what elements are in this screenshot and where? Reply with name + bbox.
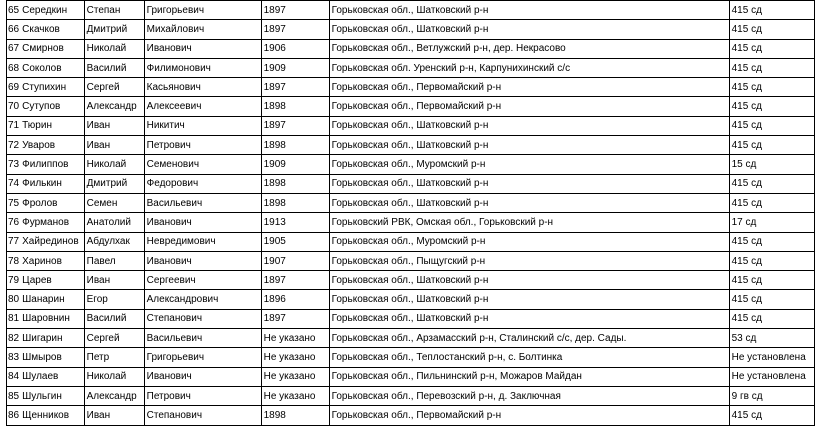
birthplace-cell: Горьковская обл., Ветлужский р-н, дер. Некрасово <box>329 39 729 58</box>
row-number-cell: 84 <box>7 367 21 386</box>
birth-year-cell: Не указано <box>261 386 329 405</box>
first-name-cell: Василий <box>84 58 144 77</box>
patronymic-cell: Иванович <box>144 251 261 270</box>
birthplace-cell: Горьковская обл., Пильнинский р-н, Можаров Майдан <box>329 367 729 386</box>
first-name-cell: Иван <box>84 136 144 155</box>
military-unit-cell: 9 гв сд <box>729 386 814 405</box>
surname-cell: Соколов <box>20 58 84 77</box>
table-row <box>7 155 815 174</box>
first-name-cell: Николай <box>84 367 144 386</box>
row-number-cell: 81 <box>7 309 21 328</box>
surname-cell: Шаровнин <box>20 309 84 328</box>
row-number-cell: 69 <box>7 78 21 97</box>
patronymic-cell: Васильевич <box>144 329 261 348</box>
birth-year-cell: Не указано <box>261 348 329 367</box>
first-name-cell: Иван <box>84 271 144 290</box>
first-name-cell: Павел <box>84 251 144 270</box>
table-row <box>7 213 815 232</box>
birthplace-cell: Горьковская обл., Первомайский р-н <box>329 78 729 97</box>
surname-cell: Смирнов <box>20 39 84 58</box>
row-number-cell: 72 <box>7 136 21 155</box>
table-row <box>7 174 815 193</box>
first-name-cell: Николай <box>84 155 144 174</box>
table-row <box>7 1 815 20</box>
patronymic-cell: Сергеевич <box>144 271 261 290</box>
first-name-cell: Николай <box>84 39 144 58</box>
first-name-cell: Егор <box>84 290 144 309</box>
row-number-cell: 73 <box>7 155 21 174</box>
first-name-cell: Дмитрий <box>84 20 144 39</box>
patronymic-cell: Петрович <box>144 386 261 405</box>
first-name-cell: Сергей <box>84 329 144 348</box>
patronymic-cell: Григорьевич <box>144 348 261 367</box>
birthplace-cell: Горьковская обл., Муромский р-н <box>329 232 729 251</box>
birth-year-cell: 1907 <box>261 251 329 270</box>
roster-table <box>6 0 815 426</box>
birthplace-cell: Горьковский РВК, Омская обл., Горьковский р-н <box>329 213 729 232</box>
row-number-cell: 66 <box>7 20 21 39</box>
birth-year-cell: 1909 <box>261 155 329 174</box>
birthplace-cell: Горьковская обл., Шатковский р-н <box>329 116 729 135</box>
row-number-cell: 80 <box>7 290 21 309</box>
row-number-cell: 71 <box>7 116 21 135</box>
birthplace-cell: Горьковская обл., Шатковский р-н <box>329 1 729 20</box>
table-row <box>7 20 815 39</box>
surname-cell: Шанарин <box>20 290 84 309</box>
patronymic-cell: Федорович <box>144 174 261 193</box>
birthplace-cell: Горьковская обл., Муромский р-н <box>329 155 729 174</box>
patronymic-cell: Степанович <box>144 406 261 425</box>
military-unit-cell: 415 сд <box>729 271 814 290</box>
table-row <box>7 406 815 425</box>
birth-year-cell: 1898 <box>261 193 329 212</box>
birthplace-cell: Горьковская обл., Арзамасский р-н, Сталинский с/с, дер. Сады. <box>329 329 729 348</box>
birth-year-cell: 1897 <box>261 309 329 328</box>
row-number-cell: 75 <box>7 193 21 212</box>
birthplace-cell: Горьковская обл., Первомайский р-н <box>329 97 729 116</box>
table-row <box>7 309 815 328</box>
military-unit-cell: 415 сд <box>729 193 814 212</box>
first-name-cell: Александр <box>84 386 144 405</box>
table-row <box>7 232 815 251</box>
row-number-cell: 68 <box>7 58 21 77</box>
first-name-cell: Иван <box>84 406 144 425</box>
first-name-cell: Василий <box>84 309 144 328</box>
surname-cell: Тюрин <box>20 116 84 135</box>
row-number-cell: 83 <box>7 348 21 367</box>
surname-cell: Филькин <box>20 174 84 193</box>
table-row <box>7 58 815 77</box>
patronymic-cell: Касьянович <box>144 78 261 97</box>
birth-year-cell: 1906 <box>261 39 329 58</box>
table-row <box>7 271 815 290</box>
surname-cell: Царев <box>20 271 84 290</box>
military-unit-cell: 415 сд <box>729 290 814 309</box>
military-unit-cell: 415 сд <box>729 78 814 97</box>
birth-year-cell: 1905 <box>261 232 329 251</box>
military-unit-cell: 415 сд <box>729 232 814 251</box>
patronymic-cell: Петрович <box>144 136 261 155</box>
birthplace-cell: Горьковская обл., Шатковский р-н <box>329 290 729 309</box>
military-unit-cell: 53 сд <box>729 329 814 348</box>
military-unit-cell: 415 сд <box>729 116 814 135</box>
first-name-cell: Иван <box>84 116 144 135</box>
military-unit-cell: 415 сд <box>729 97 814 116</box>
birth-year-cell: 1913 <box>261 213 329 232</box>
table-row <box>7 78 815 97</box>
birth-year-cell: 1897 <box>261 1 329 20</box>
military-unit-cell: 415 сд <box>729 309 814 328</box>
birthplace-cell: Горьковская обл., Шатковский р-н <box>329 20 729 39</box>
patronymic-cell: Семенович <box>144 155 261 174</box>
surname-cell: Сутупов <box>20 97 84 116</box>
table-row <box>7 193 815 212</box>
patronymic-cell: Алексеевич <box>144 97 261 116</box>
table-row <box>7 348 815 367</box>
row-number-cell: 77 <box>7 232 21 251</box>
birthplace-cell: Горьковская обл., Пыщугский р-н <box>329 251 729 270</box>
birth-year-cell: 1898 <box>261 136 329 155</box>
patronymic-cell: Степанович <box>144 309 261 328</box>
first-name-cell: Абдулхак <box>84 232 144 251</box>
birth-year-cell: 1898 <box>261 406 329 425</box>
birthplace-cell: Горьковская обл., Шатковский р-н <box>329 193 729 212</box>
patronymic-cell: Иванович <box>144 367 261 386</box>
table-row <box>7 116 815 135</box>
patronymic-cell: Иванович <box>144 213 261 232</box>
military-unit-cell: 415 сд <box>729 406 814 425</box>
row-number-cell: 65 <box>7 1 21 20</box>
military-unit-cell: Не установлена <box>729 367 814 386</box>
birthplace-cell: Горьковская обл., Первомайский р-н <box>329 406 729 425</box>
table-row <box>7 136 815 155</box>
surname-cell: Хайрединов <box>20 232 84 251</box>
first-name-cell: Александр <box>84 97 144 116</box>
birthplace-cell: Горьковская обл., Шатковский р-н <box>329 309 729 328</box>
first-name-cell: Семен <box>84 193 144 212</box>
surname-cell: Шулаев <box>20 367 84 386</box>
row-number-cell: 78 <box>7 251 21 270</box>
birthplace-cell: Горьковская обл., Теплостанский р-н, с. Болтинка <box>329 348 729 367</box>
birth-year-cell: 1898 <box>261 97 329 116</box>
military-unit-cell: 415 сд <box>729 1 814 20</box>
surname-cell: Фролов <box>20 193 84 212</box>
row-number-cell: 74 <box>7 174 21 193</box>
row-number-cell: 85 <box>7 386 21 405</box>
surname-cell: Филиппов <box>20 155 84 174</box>
row-number-cell: 70 <box>7 97 21 116</box>
birth-year-cell: 1897 <box>261 20 329 39</box>
first-name-cell: Сергей <box>84 78 144 97</box>
birth-year-cell: 1909 <box>261 58 329 77</box>
roster-body <box>7 1 815 426</box>
table-row <box>7 97 815 116</box>
birthplace-cell: Горьковская обл., Шатковский р-н <box>329 136 729 155</box>
birth-year-cell: 1896 <box>261 290 329 309</box>
military-unit-cell: 415 сд <box>729 136 814 155</box>
surname-cell: Шульгин <box>20 386 84 405</box>
birth-year-cell: Не указано <box>261 367 329 386</box>
birth-year-cell: 1898 <box>261 174 329 193</box>
surname-cell: Середкин <box>20 1 84 20</box>
table-row <box>7 329 815 348</box>
birth-year-cell: Не указано <box>261 329 329 348</box>
patronymic-cell: Васильевич <box>144 193 261 212</box>
table-row <box>7 367 815 386</box>
first-name-cell: Степан <box>84 1 144 20</box>
surname-cell: Харинов <box>20 251 84 270</box>
table-row <box>7 386 815 405</box>
patronymic-cell: Григорьевич <box>144 1 261 20</box>
surname-cell: Шигарин <box>20 329 84 348</box>
table-row <box>7 251 815 270</box>
birth-year-cell: 1897 <box>261 271 329 290</box>
patronymic-cell: Михайлович <box>144 20 261 39</box>
patronymic-cell: Никитич <box>144 116 261 135</box>
military-unit-cell: 415 сд <box>729 20 814 39</box>
birthplace-cell: Горьковская обл., Перевозский р-н, д. Заключная <box>329 386 729 405</box>
surname-cell: Шмыров <box>20 348 84 367</box>
table-row <box>7 290 815 309</box>
first-name-cell: Анатолий <box>84 213 144 232</box>
row-number-cell: 67 <box>7 39 21 58</box>
row-number-cell: 79 <box>7 271 21 290</box>
birthplace-cell: Горьковская обл., Шатковский р-н <box>329 271 729 290</box>
surname-cell: Уваров <box>20 136 84 155</box>
patronymic-cell: Филимонович <box>144 58 261 77</box>
military-unit-cell: Не установлена <box>729 348 814 367</box>
military-unit-cell: 415 сд <box>729 39 814 58</box>
birthplace-cell: Горьковская обл. Уренский р-н, Карпунихинский с/с <box>329 58 729 77</box>
surname-cell: Скачков <box>20 20 84 39</box>
surname-cell: Щенников <box>20 406 84 425</box>
patronymic-cell: Иванович <box>144 39 261 58</box>
birthplace-cell: Горьковская обл., Шатковский р-н <box>329 174 729 193</box>
birth-year-cell: 1897 <box>261 116 329 135</box>
military-unit-cell: 15 сд <box>729 155 814 174</box>
surname-cell: Фурманов <box>20 213 84 232</box>
row-number-cell: 82 <box>7 329 21 348</box>
patronymic-cell: Александрович <box>144 290 261 309</box>
surname-cell: Ступихин <box>20 78 84 97</box>
military-unit-cell: 415 сд <box>729 58 814 77</box>
military-unit-cell: 415 сд <box>729 251 814 270</box>
first-name-cell: Дмитрий <box>84 174 144 193</box>
table-row <box>7 39 815 58</box>
row-number-cell: 86 <box>7 406 21 425</box>
birth-year-cell: 1897 <box>261 78 329 97</box>
military-unit-cell: 17 сд <box>729 213 814 232</box>
military-unit-cell: 415 сд <box>729 174 814 193</box>
patronymic-cell: Невредимович <box>144 232 261 251</box>
first-name-cell: Петр <box>84 348 144 367</box>
row-number-cell: 76 <box>7 213 21 232</box>
